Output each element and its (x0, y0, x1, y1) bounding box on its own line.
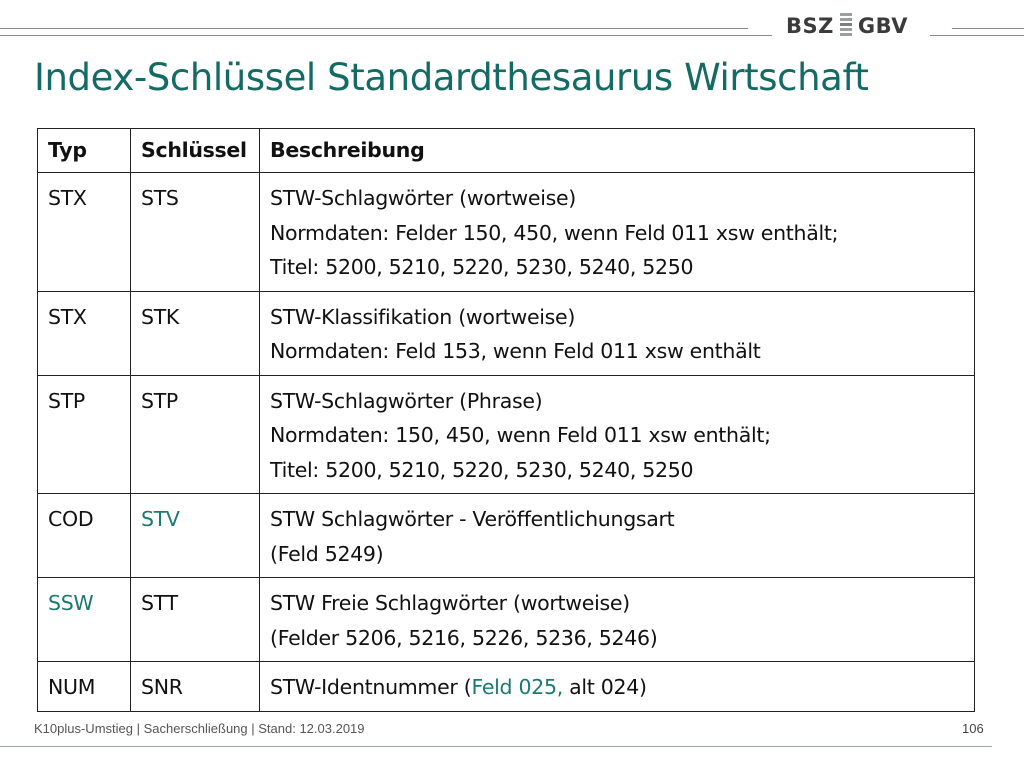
cell-typ: NUM (38, 662, 131, 712)
description-highlight: Feld 025, (471, 675, 563, 699)
header-rule-right-top (952, 28, 1024, 29)
description-line: (Felder 5206, 5216, 5226, 5236, 5246) (270, 625, 658, 650)
cell-typ: STP (38, 375, 131, 494)
cell-description (260, 173, 975, 292)
table-row (38, 662, 975, 712)
page-title: Index-Schlüssel Standardthesaurus Wirtschaft (34, 56, 869, 99)
cell-key: STS (131, 173, 260, 292)
column-header-schluessel: Schlüssel (131, 129, 260, 173)
description-line: STW Freie Schlagwörter (wortweise) (270, 591, 630, 615)
cell-key-highlighted: STV (131, 494, 260, 578)
column-header-beschreibung: Beschreibung (260, 129, 975, 173)
table-row (38, 173, 975, 292)
logo-bsz-text: BSZ (786, 14, 834, 38)
table-row (38, 578, 975, 662)
cell-description (260, 291, 975, 375)
cell-typ: COD (38, 494, 131, 578)
description-line (270, 670, 964, 705)
table-row (38, 494, 975, 578)
bsz-gbv-logo (786, 11, 936, 41)
cell-typ-highlighted: SSW (38, 578, 131, 662)
cell-key: STP (131, 375, 260, 494)
logo-gbv-text: GBV (857, 14, 909, 38)
cell-typ: STX (38, 291, 131, 375)
description-line: STW Schlagwörter - Veröffentlichungsart (270, 507, 675, 531)
description-suffix: alt 024) (562, 675, 647, 699)
cell-key: STT (131, 578, 260, 662)
cell-description (260, 494, 975, 578)
page-number: 106 (962, 721, 984, 736)
description-line: STW-Schlagwörter (Phrase) (270, 388, 543, 413)
header-rule-left-top (0, 28, 748, 29)
cell-key: SNR (131, 662, 260, 712)
description-line: Titel: 5200, 5210, 5220, 5230, 5240, 5250 (270, 457, 694, 482)
description-prefix: STW-Identnummer ( (270, 675, 472, 699)
description-line: Normdaten: Feld 153, wenn Feld 011 xsw enthält (270, 339, 761, 363)
header-rule-left-bottom (0, 35, 772, 36)
logo-stack-icon (839, 13, 853, 39)
description-line: STW-Klassifikation (wortweise) (270, 304, 576, 329)
description-line: STW-Schlagwörter (wortweise) (270, 186, 576, 210)
description-line: Normdaten: Felder 150, 450, wenn Feld 011 xsw enthält; (270, 220, 839, 245)
cell-description (260, 662, 975, 712)
table-row (38, 375, 975, 494)
description-line: (Feld 5249) (270, 541, 384, 566)
footer-text: K10plus-Umstieg | Sacherschließung | Stand: 12.03.2019 (34, 721, 365, 736)
cell-typ: STX (38, 173, 131, 292)
table-header-row (38, 129, 975, 173)
cell-description (260, 375, 975, 494)
table-row (38, 291, 975, 375)
index-key-table (37, 128, 975, 712)
column-header-typ: Typ (38, 129, 131, 173)
footer-rule (0, 746, 992, 747)
description-line: Normdaten: 150, 450, wenn Feld 011 xsw enthält; (270, 423, 771, 447)
cell-key: STK (131, 291, 260, 375)
description-line: Titel: 5200, 5210, 5220, 5230, 5240, 5250 (270, 255, 694, 279)
cell-description (260, 578, 975, 662)
header-rule-right-bottom (930, 35, 1024, 36)
